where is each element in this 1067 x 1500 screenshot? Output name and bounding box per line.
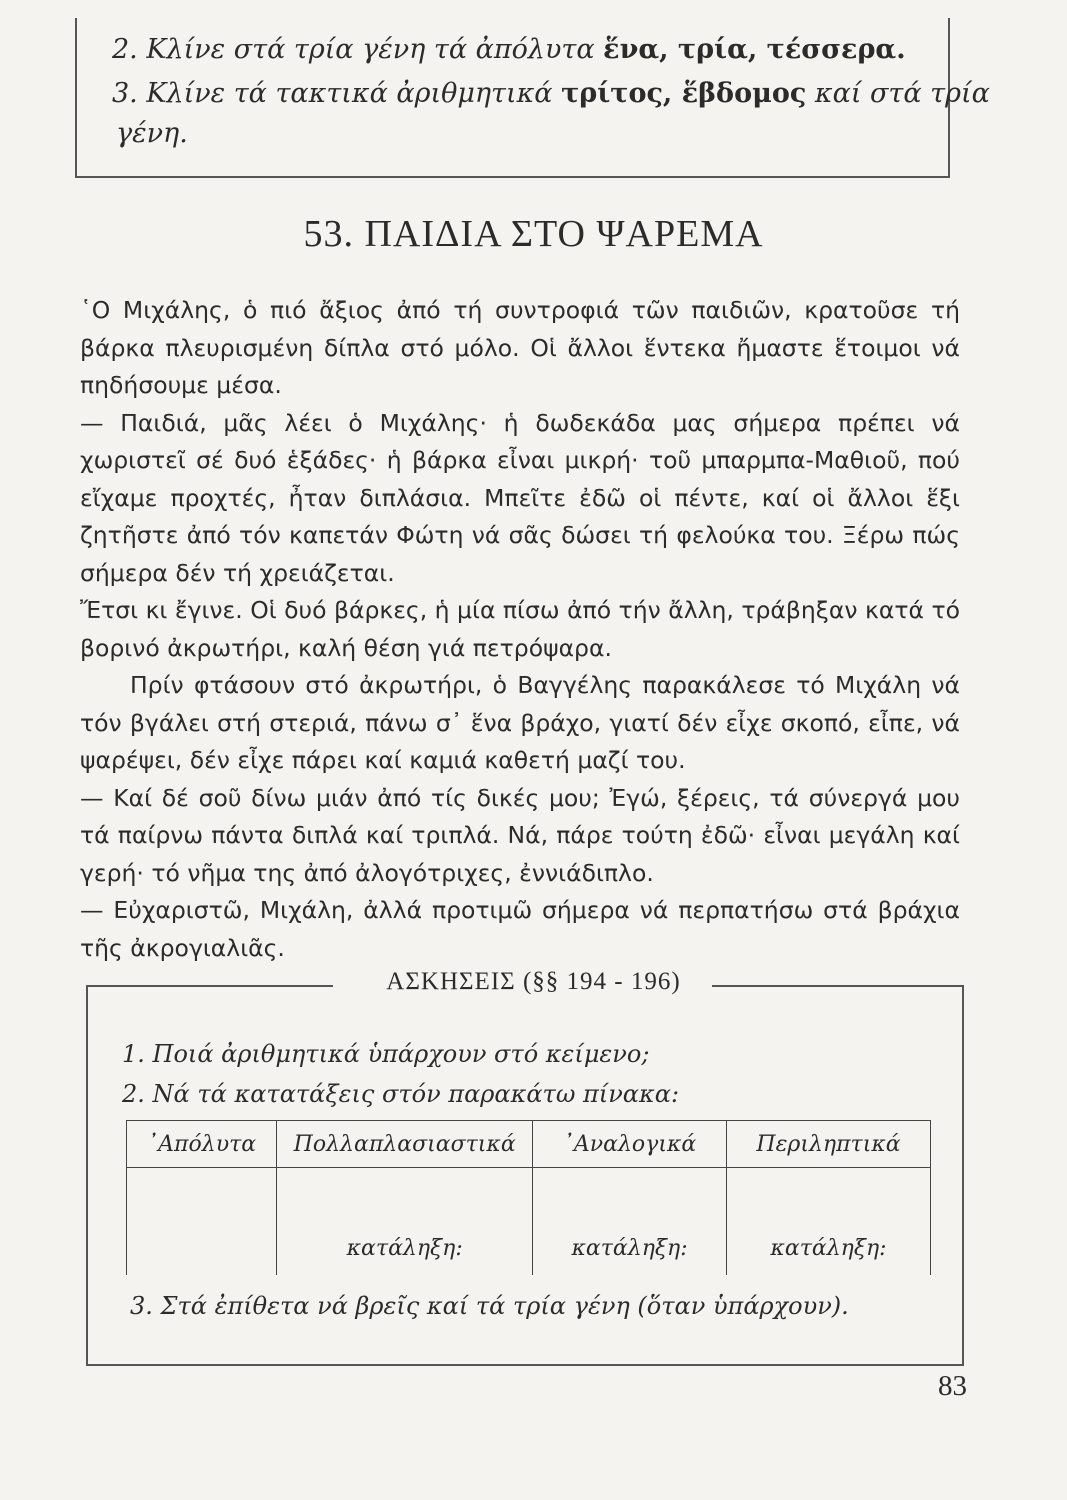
lesson-title: 53. ΠΑΙΔΙΑ ΣΤΟ ΨΑΡΕΜΑ <box>303 213 764 255</box>
paragraph: — Παιδιά, μᾶς λέει ὁ Μιχάλης· ἡ δωδεκάδα μας σήμερα πρέπει νά χωριστεῖ σέ δυό ἑξάδες· ἡ βάρκα εἶναι μικρή· τοῦ μπαρμπα-Μαθιοῦ, πού εἴχαμε προχτές, ἦταν διπλάσια. Μπεῖτε ἐδῶ οἱ πέντε, καί οἱ ἄλλοι ἕξι ζητῆστε ἀπό τόν καπετάν Φώτη νά σᾶς δώσει τή φελούκα του. Ξέρω πώς σήμερα δέν τή χρειάζεται. <box>80 408 960 587</box>
paragraph: — Εὐχαριστῶ, Μιχάλη, ἀλλά προτιμῶ σήμερα νά περπατήσω στά βράχια τῆς ἀκρογιαλιᾶς. <box>80 896 960 962</box>
table-cell <box>127 1168 277 1276</box>
numerals-table <box>126 1120 931 1275</box>
paragraph: Ἔτσι κι ἔγινε. Οἱ δυό βάρκες, ἡ μία πίσω ἀπό τήν ἄλλη, τράβηξαν κατά τό βορινό ἀκρωτήρι, καλή θέση γιά πετρόψαρα. <box>80 596 960 662</box>
table-cell: κατάληξη: <box>727 1168 931 1276</box>
previous-exercise-2: 2. Κλίνε στά τρία γένη τά ἀπόλυτα ἕνα, τρία, τέσσερα. <box>112 34 906 65</box>
exercise-question-3: 3. Στά ἐπίθετα νά βρεῖς καί τά τρία γένη (ὅταν ὑπάρχουν). <box>130 1292 849 1320</box>
previous-exercise-3: 3. Κλίνε τά τακτικά ἀριθμητικά τρίτος, ἕβδομος καί στά τρία <box>112 78 990 109</box>
lesson-text <box>80 292 960 967</box>
table-header: Πολλαπλασιαστικά <box>277 1121 533 1168</box>
paragraph: Πρίν φτάσουν στό ἀκρωτήρι, ὁ Βαγγέλης παρακάλεσε τό Μιχάλη νά τόν βγάλει στή στεριά, πάνω σ᾽ ἕνα βράχο, γιατί δέν εἶχε σκοπό, εἶπε, νά ψαρέψει, δέν εἶχε πάρει καί καμιά καθετή μαζί του. <box>80 671 960 774</box>
exercise-question-1: 1. Ποιά ἀριθμητικά ὑπάρχουν στό κείμενο; <box>122 1040 650 1068</box>
exercise-question-2: 2. Νά τά κατατάξεις στόν παρακάτω πίνακα: <box>122 1080 680 1108</box>
page-number: 83 <box>938 1370 967 1402</box>
paragraph: ῾Ο Μιχάλης, ὁ πιό ἄξιος ἀπό τή συντροφιά τῶν παιδιῶν, κρατοῦσε τή βάρκα πλευρισμένη δίπλα στό μόλο. Οἱ ἄλλοι ἕντεκα ἤμαστε ἕτοιμοι νά πηδήσουμε μέσα. <box>80 296 960 399</box>
paragraph: — Καί δέ σοῦ δίνω μιάν ἀπό τίς δικές μου; Ἐγώ, ξέρεις, τά σύνεργά μου τά παίρνω πάντα διπλά καί τριπλά. Νά, πάρε τούτη ἐδῶ· εἶναι μεγάλη καί γερή· τό νῆμα της ἀπό ἀλογότριχες, ἐννιάδιπλο. <box>80 783 960 887</box>
previous-exercise-3-continued: γένη. <box>116 118 188 149</box>
table-cell: κατάληξη: <box>277 1168 533 1276</box>
table-cell: κατάληξη: <box>533 1168 727 1276</box>
table-header-row <box>127 1121 931 1168</box>
exercises-title: ΑΣΚΗΣΕΙΣ (§§ 194 - 196) <box>386 968 681 995</box>
table-header: ᾽Αναλογικά <box>533 1121 727 1168</box>
table-header: Περιληπτικά <box>727 1121 931 1168</box>
table-header: ᾽Απόλυτα <box>127 1121 277 1168</box>
table-row <box>127 1168 931 1276</box>
